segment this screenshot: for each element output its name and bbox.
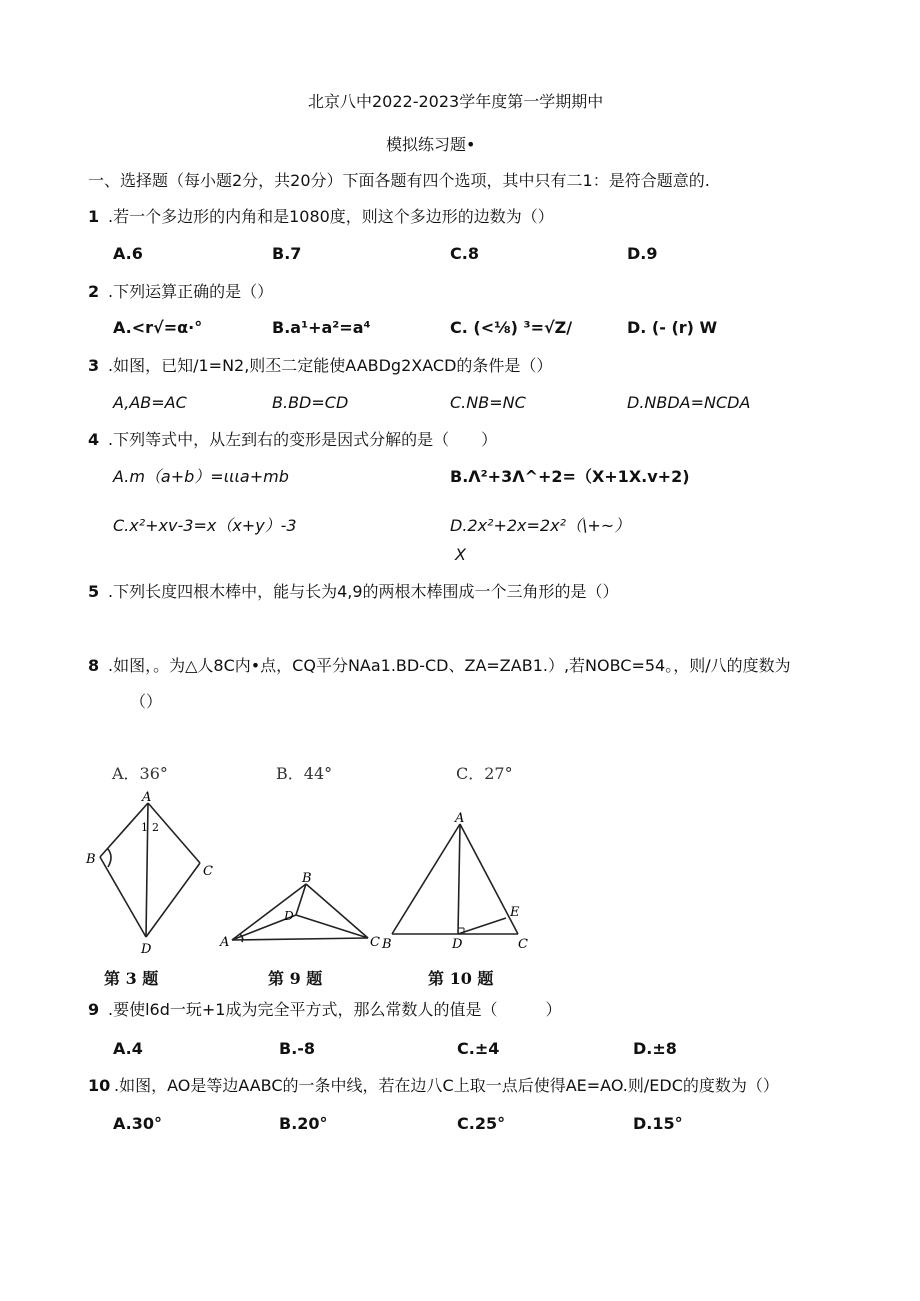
option-d: D.±8: [633, 1039, 677, 1058]
label-c: C: [203, 864, 213, 879]
option-d-cont: X: [455, 545, 466, 564]
option-b: B.20°: [279, 1114, 328, 1133]
option-d: D.NBDA=NCDA: [627, 393, 751, 412]
option-d: D.9: [627, 244, 658, 263]
question-stem: .如图，已知/1=N2,则丕二定能使AABDg2XACD的条件是（）: [108, 356, 553, 375]
option-d: D. (- (r) W: [627, 318, 718, 337]
question-stem: .若一个多边形的内角和是1080度，则这个多边形的边数为（）: [108, 207, 554, 226]
option-a: A.6: [113, 244, 143, 263]
label-b: B: [86, 852, 96, 867]
label-angle-2: 2: [152, 821, 159, 834]
question-stem: .要使l6d一玩+1成为完全平方式，那么常数人的值是（ ）: [108, 1000, 562, 1019]
option-c: C.8: [450, 244, 479, 263]
option-a: A.4: [113, 1039, 143, 1058]
figure-10-caption: 第 10 题: [428, 969, 494, 988]
label-d: D: [284, 909, 294, 923]
option-b: B.Λ²+3Λ^+2=（X+1X.v+2): [450, 467, 690, 486]
figure-9-diagram: [218, 860, 388, 955]
option-a: A,AB=AC: [113, 393, 187, 412]
label-c: C: [518, 937, 528, 952]
question-stem: .下列运算正确的是（）: [108, 282, 274, 301]
question-stem: .如图，AO是等边AABC的一条中线，若在边八C上取一点后使得AE=AO.则/EDC的度数为（）: [114, 1076, 779, 1095]
label-a: A: [142, 790, 152, 805]
question-number: 9: [88, 1000, 100, 1019]
label-angle-1: 1: [141, 821, 148, 834]
question-number: 1: [88, 207, 100, 226]
option-c: C.x²+xv-3=x（x+y）-3: [113, 516, 297, 535]
option-a: A.30°: [113, 1114, 163, 1133]
question-stem: .下列长度四根木棒中，能与长为4,9的两根木棒围成一个三角形的是（）: [108, 582, 619, 601]
page-title: 北京八中2022-2023学年度第一学期期中: [308, 92, 604, 111]
label-b: B: [302, 871, 312, 886]
question-stem: .如图，。为△人8C内•点，CQ平分NAa1.BD-CD、ZA=ZAB1.）,若NOBC=54。，则/八的度数为: [108, 656, 791, 675]
figure-option-a: A．36°: [112, 764, 168, 783]
option-d: D.15°: [633, 1114, 683, 1133]
option-a: A.m（a+b）=ιιιa+mb: [113, 467, 289, 486]
label-d: D: [452, 937, 463, 952]
option-c: C.25°: [457, 1114, 506, 1133]
option-c: C.NB=NC: [450, 393, 526, 412]
option-b: B.-8: [279, 1039, 316, 1058]
label-a: A: [455, 811, 465, 826]
label-e: E: [510, 905, 520, 920]
label-b: B: [382, 937, 392, 952]
option-b: B.7: [272, 244, 302, 263]
question-number: 2: [88, 282, 100, 301]
figure-option-b: B．44°: [276, 764, 333, 783]
question-number: 3: [88, 356, 100, 375]
option-d: D.2x²+2x=2x²（\+~）: [450, 516, 631, 535]
question-stem: .下列等式中，从左到右的变形是因式分解的是（ ）: [108, 430, 498, 449]
question-number: 5: [88, 582, 100, 601]
figure-10-diagram: [378, 800, 538, 960]
label-c: C: [370, 935, 380, 950]
question-number: 8: [88, 656, 100, 675]
figure-3-diagram: [78, 785, 218, 965]
option-b: B.a¹+a²=a⁴: [272, 318, 371, 337]
section-intro: 一、选择题（每小题2分，共20分）下面各题有四个选项，其中只有二1：是符合题意的.: [88, 171, 710, 190]
option-a: A.<r√=α·°: [113, 318, 203, 337]
page-subtitle: 模拟练习题•: [386, 135, 476, 154]
figure-9-caption: 第 9 题: [268, 969, 323, 988]
label-a: A: [220, 935, 230, 950]
option-b: B.BD=CD: [272, 393, 349, 412]
figure-option-c: C．27°: [456, 764, 513, 783]
question-stem-cont: （）: [130, 692, 163, 711]
figure-3-caption: 第 3 题: [104, 969, 159, 988]
option-c: C. (<⅛) ³=√Z/: [450, 318, 573, 337]
question-number: 4: [88, 430, 100, 449]
option-c: C.±4: [457, 1039, 500, 1058]
question-number: 10: [88, 1076, 111, 1095]
label-d: D: [141, 942, 152, 957]
